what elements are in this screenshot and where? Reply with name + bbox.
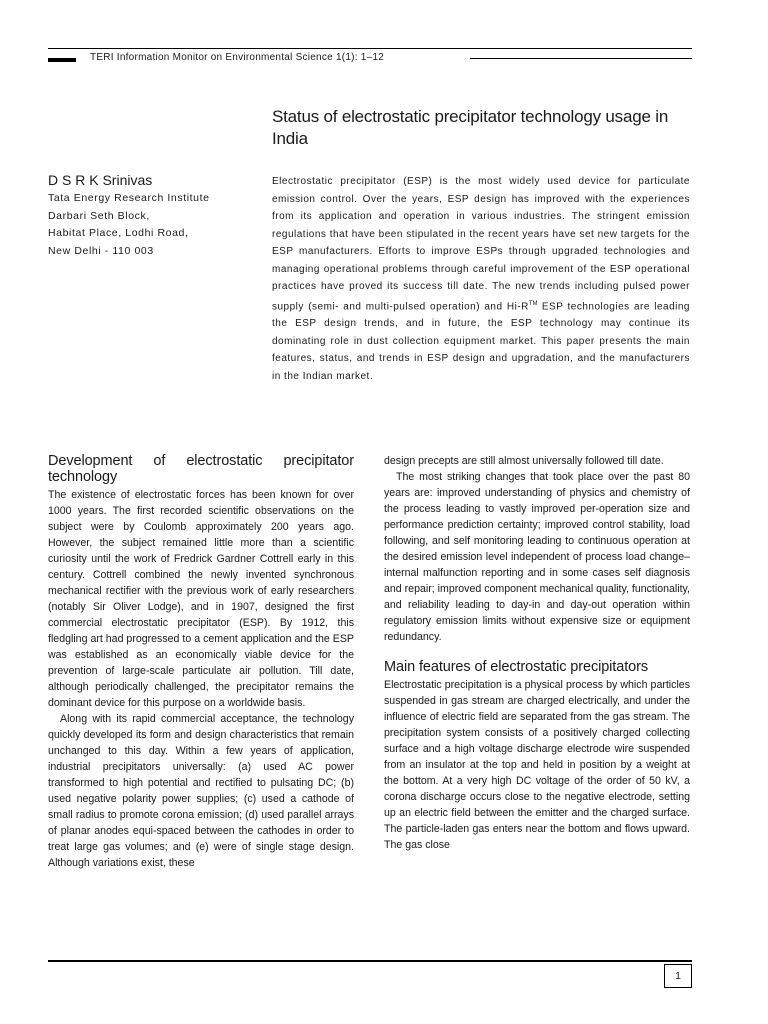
- paragraph: design precepts are still almost universally followed till date.: [384, 455, 664, 467]
- left-column: [48, 453, 354, 871]
- author-affiliation: [48, 190, 210, 260]
- section-heading-features: Main features of electrostatic precipitators: [384, 659, 648, 675]
- running-title: TERI Information Monitor on Environmental Science 1(1): 1–12: [90, 52, 385, 63]
- abstract-text: Electrostatic precipitator (ESP) is the most widely used device for particulate emission control. Over the years, ESP design has improved with the experiences from its application and operation in various industries. The stringent emission regulations that have been stipulated in the recent years have set new targets for the ESP manufacturers. Efforts to improve ESPs through upgraded technologies and managing operational problems through careful improvement of the ESP operational practices have proved its success till date. The new trends including pulsed power supply (semi- and multi-pulsed operation) and Hi-R: [272, 176, 690, 312]
- affiliation-line: Tata Energy Research Institute: [48, 192, 210, 204]
- footer-rule: [48, 960, 692, 962]
- paragraph: The most striking changes that took place over the past 80 years are: improved understanding of physics and chemistry of the process leading to vastly improved per-operation size and performance prediction certainty; improved control stability, load following, and self monitoring leading to continuous operation at the desired emission level independent of process load change–internal malfunction reporting and in some cases self diagnosis and repair; improved component mechanical quality, functionality, and reliability leading to day-in and day-out operation within regulatory emission limits without expensive size or equipment redundancy.: [384, 471, 690, 643]
- paper-title: Status of electrostatic precipitator technology usage in India: [272, 107, 669, 148]
- affiliation-line: New Delhi - 110 003: [48, 244, 154, 257]
- right-column: [384, 453, 690, 853]
- header-bar-left: [48, 58, 76, 62]
- affiliation-line: Darbari Seth Block,: [48, 209, 150, 222]
- abstract: [272, 173, 690, 385]
- paragraph: The existence of electrostatic forces has been known for over 1000 years. The first recorded scientific observations on the subject were by Coulomb approximately 200 years ago. However, the subject remained little more than a scientific curiosity until the work of Fredrick Gardner Cottrell early in this century. Cottrell combined the newly invented synchronous mechanical rectifier with the previous work of early researchers (notably Sir Oliver Lodge), and in 1907, designed the first commercial electrostatic precipitator (ESP). By 1912, this fledgling art had progressed to a cement application and the ESP was established as an economically viable device for the prevention of large-scale particulate air pollution. Till date, although periodically challenged, the precipitator remains the dominant device for this purpose on a worldwide basis.: [48, 489, 354, 709]
- page-number: 1: [664, 964, 692, 988]
- paragraph: Electrostatic precipitation is a physical process by which particles suspended in gas stream are charged electrically, and under the influence of electric field are separated from the gas stream. The precipitation system consists of a positively charged collecting surface and a high voltage discharge electrode wire suspended from an insulator at the top and held in position by a weight at the bottom. At a very high DC voltage of the order of 50 kV, a corona discharge occurs close to the negative electrode, setting up an electric field between the emitter and the charged surface. The particle-laden gas enters near the bottom and flows upward. The gas close: [384, 679, 690, 851]
- trademark-mark: TM: [528, 300, 538, 307]
- running-header: [48, 52, 692, 66]
- paragraph: Along with its rapid commercial acceptance, the technology quickly developed its form and design characteristics that remain unchanged to this day. Within a few years of application, industrial precipitators universally: (a) used AC power transformed to high potential and rectified to pulsating DC; (b) used negative polarity power supplies; (c) used a cathode of small radius to promote corona emission; (d) used parallel arrays of planar anodes equi-spaced between the cathodes in order to treat large gas volumes; and (e) were of single stage design. Although variations exist, these: [48, 713, 354, 869]
- affiliation-line: Habitat Place, Lodhi Road,: [48, 227, 189, 239]
- author-name: D S R K Srinivas: [48, 172, 153, 188]
- header-bar-right: [470, 58, 692, 59]
- abstract-text-continued: ESP technologies are leading the ESP design trends, and in future, the ESP technology may continue its dominating role in dust collection equipment market. This paper presents the main features, status, and trends in ESP design and upgradation, and the manufacturers in the Indian market.: [272, 300, 690, 382]
- section-heading-development: Development of electrostatic precipitator technology: [48, 453, 354, 485]
- header-top-rule: [48, 48, 692, 49]
